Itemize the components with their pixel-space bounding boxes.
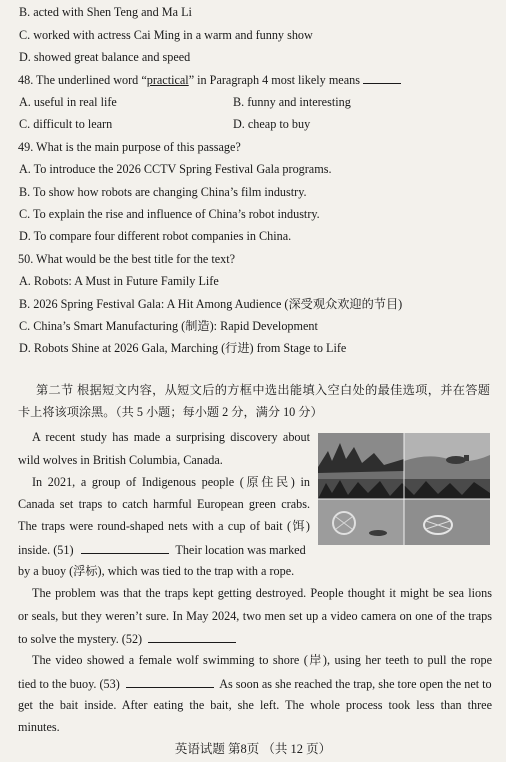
passage-p3-line1: The problem was that the traps kept getting destroyed. People thought it might be sea lions xyxy=(32,586,492,600)
q47-option-b: B. acted with Shen Teng and Ma Li xyxy=(19,5,192,19)
passage-p1-line1: A recent study has made a surprising discovery about xyxy=(32,430,310,444)
q49-option-d: D. To compare four different robot companies in China. xyxy=(19,229,292,243)
passage-p3-line2: or seals, but they weren’t sure. In May 2024, two men set up a video camera on one of the traps xyxy=(18,609,492,623)
section-instructions-line1: 第二节 根据短文内容，从短文后的方框中选出能填入空白处的最佳选项，并在答题 xyxy=(36,383,490,397)
q49-option-a: A. To introduce the 2026 CCTV Spring Festival Gala programs. xyxy=(19,162,332,176)
passage-p4-line4: minutes. xyxy=(18,720,60,734)
passage-p4-line3: get the bait inside. After eating the bait, she left. The whole process took less than three xyxy=(18,698,492,712)
passage-p2-line5: by a buoy (浮标), which was tied to the trap with a rope. xyxy=(18,564,295,578)
q48-options-row2 xyxy=(19,116,492,132)
q48-option-d: D. cheap to buy xyxy=(233,117,311,131)
q48-stem: 48. The underlined word “practical” in Paragraph 4 most likely means xyxy=(18,71,492,88)
q50-stem: 50. What would be the best title for the text? xyxy=(18,252,236,266)
q47-option-c: C. worked with actress Cai Ming in a warm and funny show xyxy=(19,28,313,42)
passage-p1-line2: wild wolves in British Columbia, Canada. xyxy=(18,453,223,467)
page-footer: 英语试题 第8页 （共 12 页） xyxy=(174,742,332,756)
underlined-word: practical xyxy=(146,73,189,87)
q50-option-c: C. China’s Smart Manufacturing (制造): Rapid Development xyxy=(19,319,318,333)
answer-blank xyxy=(363,71,401,84)
q49-option-c: C. To explain the rise and influence of China’s robot industry. xyxy=(19,207,320,221)
q48-option-c: C. difficult to learn xyxy=(19,117,113,131)
blank-52 xyxy=(148,630,236,643)
q48-option-b: B. funny and interesting xyxy=(233,95,351,109)
q50-option-d: D. Robots Shine at 2026 Gala, Marching (行进) from Stage to Life xyxy=(19,341,347,355)
section-instructions-line2: 卡上将该项涂黑。（共 5 小题；每小题 2 分，满分 10 分） xyxy=(18,405,323,419)
q48-option-a: A. useful in real life xyxy=(19,95,117,109)
q49-option-b: B. To show how robots are changing China’s film industry. xyxy=(19,185,307,199)
wolf-photo-image xyxy=(318,433,490,545)
passage-p2-line1: In 2021, a group of Indigenous people (原住民) in xyxy=(32,475,310,489)
passage-p3-line3: to solve the mystery. (52) xyxy=(18,630,492,647)
q49-stem: 49. What is the main purpose of this passage? xyxy=(18,140,241,154)
passage-p4-line2: tied to the buoy. (53) As soon as she reached the trap, she tore open the net to xyxy=(18,677,492,691)
q47-option-d: D. showed great balance and speed xyxy=(19,50,191,64)
q50-option-b: B. 2026 Spring Festival Gala: A Hit Among Audience (深受观众欢迎的节目) xyxy=(19,297,403,311)
passage-p2-line4: inside. (51) Their location was marked xyxy=(18,543,306,557)
blank-53 xyxy=(126,675,214,688)
wolf-photo-collage xyxy=(318,433,490,545)
q48-options-row1 xyxy=(19,94,492,110)
blank-51 xyxy=(81,541,169,554)
passage-p4-line1: The video showed a female wolf swimming to shore (岸), using her teeth to pull the rope xyxy=(32,653,492,667)
passage-p2-line3: The traps were round-shaped nets with a cup of bait (饵) xyxy=(18,519,310,533)
q50-option-a: A. Robots: A Must in Future Family Life xyxy=(19,274,219,288)
passage-p2-line2: Canada set traps to catch harmful European green crabs. xyxy=(18,497,310,511)
